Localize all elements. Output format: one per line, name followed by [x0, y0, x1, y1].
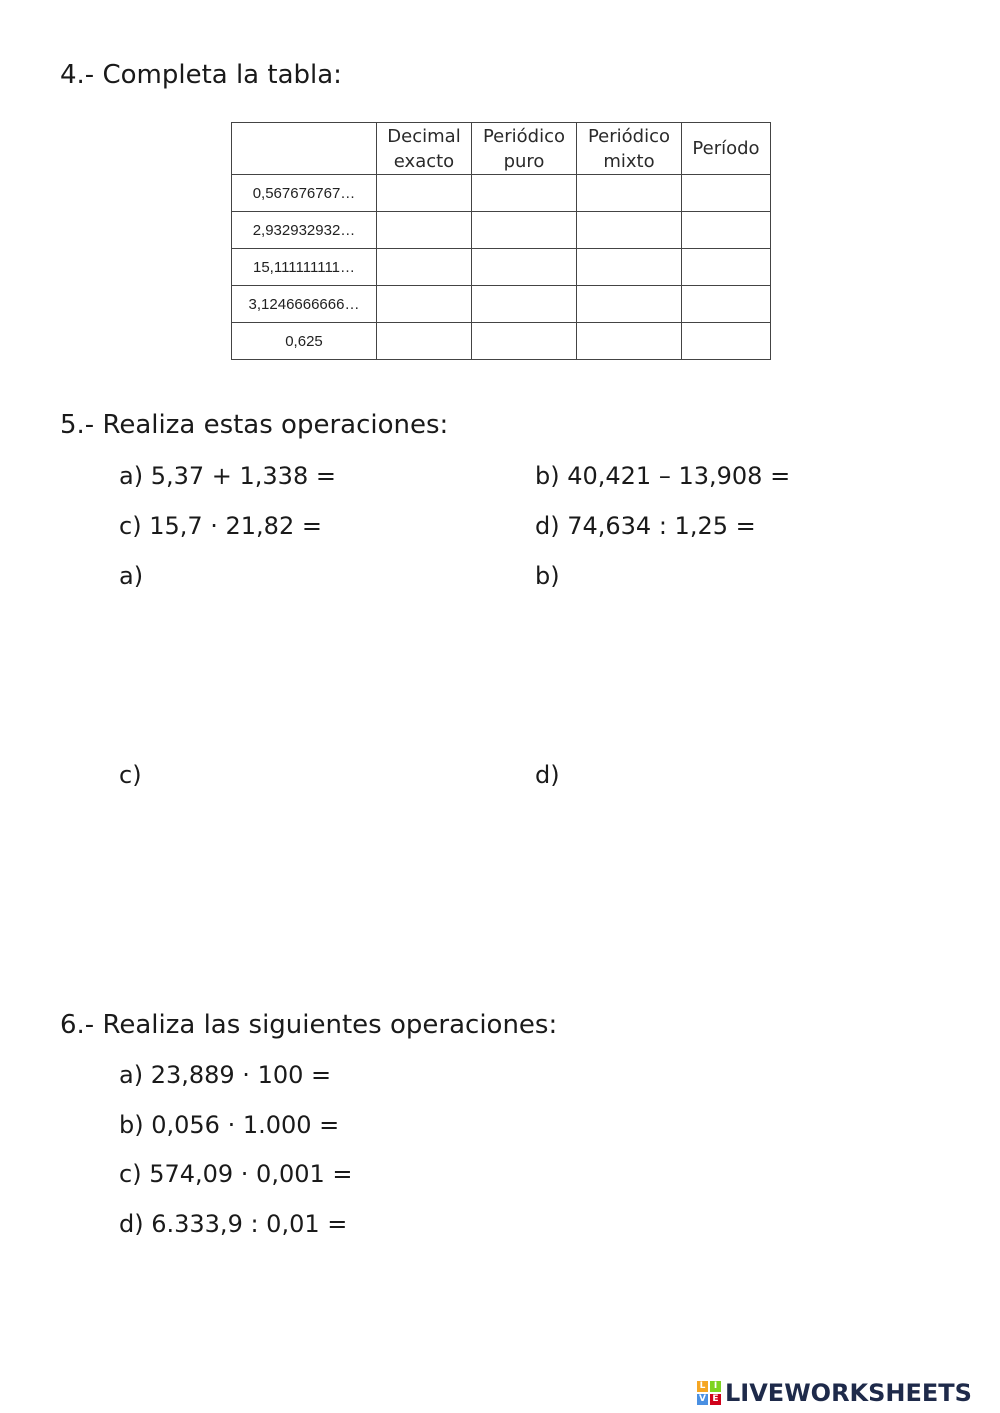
table-row [232, 323, 771, 360]
answer-cell[interactable] [577, 175, 682, 212]
table-row [232, 286, 771, 323]
logo-letter-e: E [710, 1394, 721, 1405]
operation-6a: a) 23,889 · 100 = [119, 1061, 332, 1089]
row-number: 0,625 [232, 323, 377, 360]
table-header-periodico-puro: Periódico puro [472, 123, 577, 175]
operation-5a: a) 5,37 + 1,338 = [119, 462, 336, 490]
section-5-title: 5.- Realiza estas operaciones: [60, 410, 449, 440]
section-6-title: 6.- Realiza las siguientes operaciones: [60, 1010, 558, 1040]
operation-6d: d) 6.333,9 : 0,01 = [119, 1210, 348, 1238]
table-header-blank [232, 123, 377, 175]
operation-5c: c) 15,7 · 21,82 = [119, 512, 322, 540]
answer-cell[interactable] [577, 323, 682, 360]
answer-cell[interactable] [577, 212, 682, 249]
answer-cell[interactable] [682, 212, 771, 249]
logo-letter-i: I [710, 1381, 721, 1392]
section-4-title: 4.- Completa la tabla: [60, 60, 342, 90]
answer-cell[interactable] [577, 249, 682, 286]
answer-cell[interactable] [682, 323, 771, 360]
table-header-row [232, 123, 771, 175]
table-header-periodo: Período [682, 123, 771, 175]
answer-label-b: b) [535, 562, 560, 590]
operation-5d: d) 74,634 : 1,25 = [535, 512, 756, 540]
table-row [232, 249, 771, 286]
liveworksheets-logo [697, 1378, 972, 1408]
answer-cell[interactable] [377, 212, 472, 249]
answer-cell[interactable] [377, 249, 472, 286]
answer-cell[interactable] [472, 175, 577, 212]
logo-letter-v: V [697, 1394, 708, 1405]
row-number: 3,1246666666… [232, 286, 377, 323]
answer-label-a: a) [119, 562, 144, 590]
decimal-classification-table [231, 122, 771, 360]
answer-cell[interactable] [682, 249, 771, 286]
table-header-decimal-exacto: Decimal exacto [377, 123, 472, 175]
operation-5b: b) 40,421 – 13,908 = [535, 462, 791, 490]
logo-mark-icon [697, 1381, 721, 1405]
answer-cell[interactable] [377, 175, 472, 212]
table-header-periodico-mixto: Periódico mixto [577, 123, 682, 175]
answer-cell[interactable] [472, 286, 577, 323]
answer-cell[interactable] [577, 286, 682, 323]
table-row [232, 175, 771, 212]
table-row [232, 212, 771, 249]
answer-label-c: c) [119, 761, 142, 789]
logo-letter-l: L [697, 1381, 708, 1392]
answer-label-d: d) [535, 761, 560, 789]
operation-6b: b) 0,056 · 1.000 = [119, 1111, 340, 1139]
answer-cell[interactable] [472, 249, 577, 286]
row-number: 15,111111111… [232, 249, 377, 286]
answer-cell[interactable] [682, 286, 771, 323]
row-number: 2,932932932… [232, 212, 377, 249]
answer-cell[interactable] [377, 286, 472, 323]
answer-cell[interactable] [472, 323, 577, 360]
answer-cell[interactable] [377, 323, 472, 360]
answer-cell[interactable] [472, 212, 577, 249]
logo-text: LIVEWORKSHEETS [725, 1379, 972, 1407]
answer-cell[interactable] [682, 175, 771, 212]
operation-6c: c) 574,09 · 0,001 = [119, 1160, 353, 1188]
row-number: 0,567676767… [232, 175, 377, 212]
